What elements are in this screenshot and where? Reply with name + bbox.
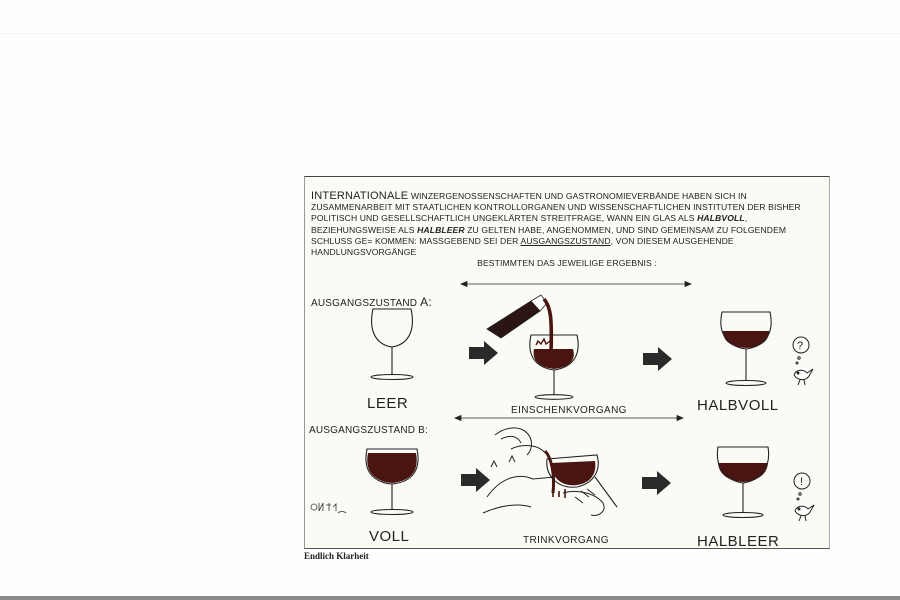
arrow-right-icon <box>643 347 672 371</box>
label-trinkvorgang: TRINKVORGANG <box>523 535 609 546</box>
cartoon-drawing <box>305 177 829 548</box>
intro-halbleer: HALBLEER <box>417 224 465 235</box>
state-a-prefix: AUSGANGSZUSTAND <box>311 298 418 309</box>
intro-lead: INTERNATIONALE <box>311 190 409 202</box>
caption: Endlich Klarheit <box>304 551 369 561</box>
glass-full <box>366 449 418 515</box>
label-voll: VOLL <box>369 528 410 545</box>
svg-text:!: ! <box>800 476 804 488</box>
bird-question-icon <box>793 337 813 385</box>
guide-arrow-top <box>461 282 691 287</box>
label-halbleer: HALBLEER <box>697 533 780 550</box>
intro-p2: , BEZIEHUNGSWEISE ALS <box>311 213 748 235</box>
intro-p4: , VON DIESEM AUSGEHENDE HANDLUNGSVORGÄNGE <box>311 235 734 258</box>
glass-half-empty <box>717 447 768 518</box>
intro-p5: BESTIMMTEN DAS JEWEILIGE ERGEBNIS : <box>477 258 657 269</box>
label-leer: LEER <box>367 395 409 412</box>
scan-edge-bottom <box>0 596 900 600</box>
arrow-right-icon <box>469 341 498 365</box>
intro-p1: WINZERGENOSSENSCHAFTEN UND GASTRONOMIEVERBÄNDE HABEN SICH IN ZUSAMMENARBEIT MIT STAATLICHEN KONTROLLORGANEN UND WISSENSCHAFTLICHEN INSTITUTEN DER BISHER POLITISCH UND GESELLSCHAFTLICH UNGEKLÄRTEN STREITFRAGE, WANN EIN GLAS ALS <box>311 191 801 224</box>
glass-tilted <box>547 455 617 507</box>
glass-empty <box>371 309 413 380</box>
glass-filling <box>530 335 578 399</box>
artist-signature <box>311 503 346 513</box>
state-b-label: AUSGANGSZUSTAND B: <box>309 425 428 436</box>
bird-exclamation-icon <box>794 473 814 521</box>
guide-arrow-middle <box>455 416 683 421</box>
arrow-right-icon <box>461 468 490 492</box>
pouring-bottle-icon <box>487 295 551 353</box>
glass-half-full <box>721 312 771 386</box>
arrow-right-icon <box>642 471 671 495</box>
intro-ausgangszustand: AUSGANGSZUSTAND <box>520 235 611 246</box>
scan-edge-top <box>0 33 900 34</box>
label-einschenkvorgang: EINSCHENKVORGANG <box>511 405 627 416</box>
label-halbvoll: HALBVOLL <box>697 397 779 414</box>
intro-halbvoll: HALBVOLL <box>697 213 745 224</box>
svg-text:?: ? <box>797 340 804 352</box>
state-a-letter: A: <box>420 295 432 309</box>
intro-p3: ZU GELTEN HABE, ANGENOMMEN, UND SIND GEMEINSAM ZU FOLGENDEM SCHLUSS GE= KOMMEN: MASSGEBEND SEI DER <box>311 224 787 246</box>
newspaper-cartoon <box>304 176 830 549</box>
